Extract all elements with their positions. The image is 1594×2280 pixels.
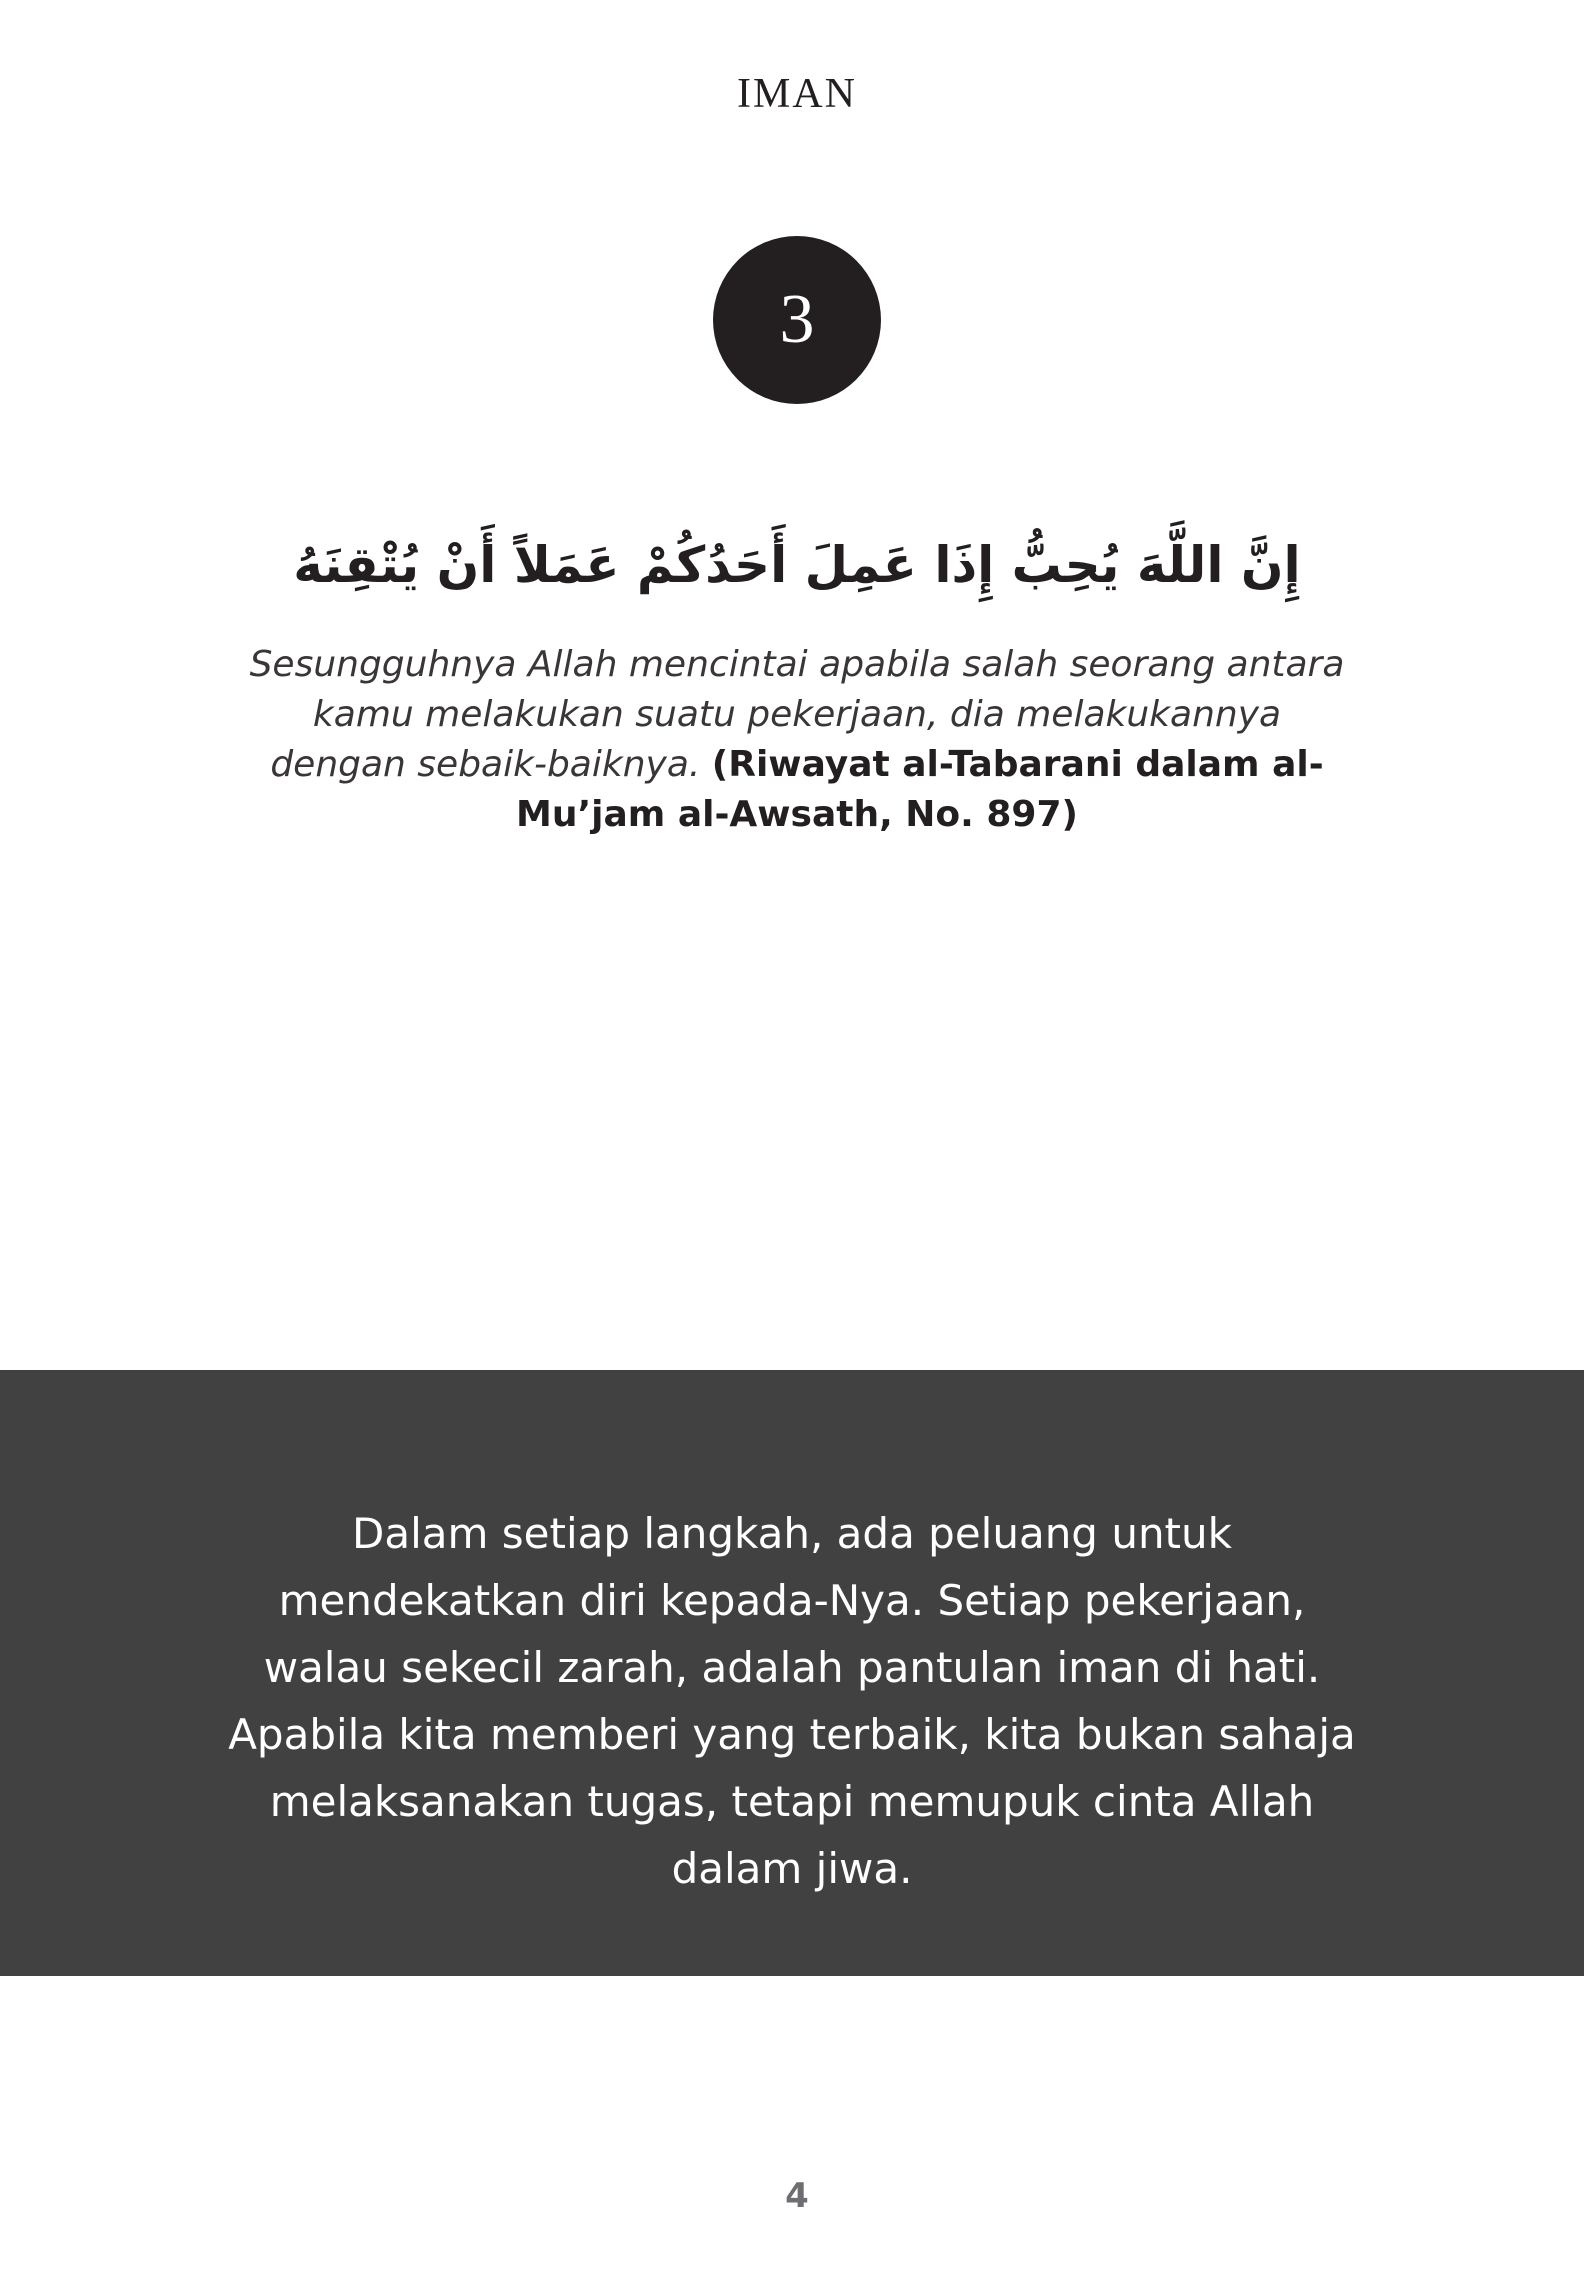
page-title: IMAN (737, 71, 857, 117)
hadith-number: 3 (779, 281, 815, 358)
hadith-translation (240, 640, 1354, 840)
translation-text: Sesungguhnya Allah mencintai apabila salah seorang antara kamu melakukan suatu pekerjaan, dia melakukannya dengan sebaik-baiknya. (249, 644, 1345, 785)
arabic-hadith-text: إِنَّ اللَّهَ يُحِبُّ إِذَا عَمِلَ أَحَدُكُمْ عَمَلاً أَنْ يُتْقِنَهُ (293, 536, 1301, 594)
page-number: 4 (785, 2176, 809, 2216)
reflection-text: Dalam setiap langkah, ada peluang untuk mendekatkan diri kepada-Nya. Setiap pekerjaan, walau sekecil zarah, adalah pantulan iman di hati. Apabila kita memberi yang terbaik, kita bukan sahaja melaksanakan tugas, tetapi memupuk cinta Allah dalam jiwa. (228, 1509, 1356, 1893)
hadith-number-badge (713, 236, 881, 404)
hadith-reference: (Riwayat al-Tabarani dalam al-Mu’jam al-Awsath, No. 897) (516, 744, 1324, 835)
